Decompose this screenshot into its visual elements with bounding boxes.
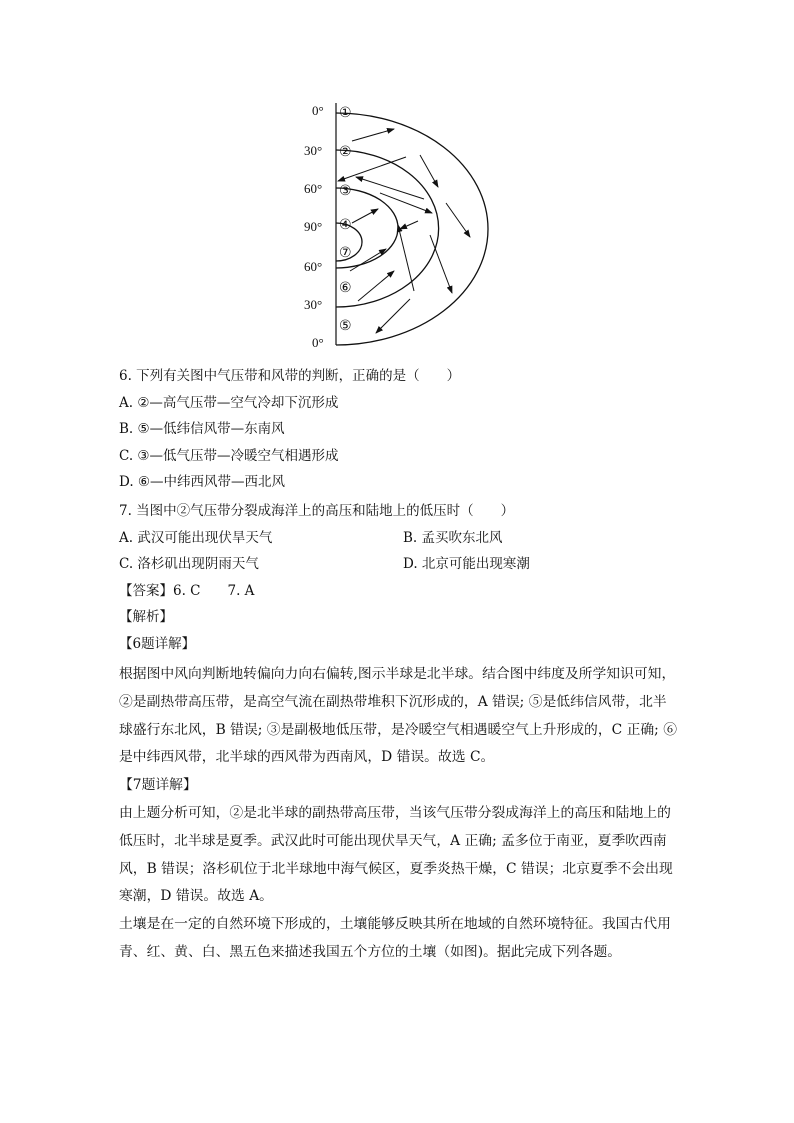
paragraph-line: 球盛行东北风，B 错误; ③是副极地低压带，是冷暖空气相遇暖空气上升形成的，C 正确; ⑥ <box>119 721 678 738</box>
lat-label: 60° <box>304 181 323 196</box>
belt-label: ① <box>339 105 352 121</box>
lat-label: 0° <box>312 335 324 350</box>
answer-option: C. 洛杉矶出现阴雨天气 <box>119 556 259 572</box>
wind-arrow <box>446 203 470 237</box>
lat-label: 90° <box>304 219 323 234</box>
question-7 <box>119 498 699 657</box>
answer-option: A. ②—高气压带—空气冷却下沉形成 <box>119 394 339 411</box>
paragraph-line: ②是副热带高压带，是高空气流在副热带堆积下沉形成的，A 错误; ⑤是低纬信风带，北半 <box>119 693 667 710</box>
lat-label: 30° <box>304 297 323 312</box>
answer-option: B. ⑤—低纬信风带—东南风 <box>119 421 285 437</box>
wind-arrow <box>420 155 438 187</box>
wind-arrow <box>352 209 378 223</box>
wind-arrow <box>356 177 424 199</box>
q6-detail-heading: 【6题详解】 <box>119 635 196 652</box>
paragraph-line: 寒潮，D 错误。故选 A。 <box>119 888 273 905</box>
paragraph-line: 是中纬西风带，北半球的西风带为西南风，D 错误。故选 C。 <box>119 749 495 766</box>
q6-detail <box>119 661 699 967</box>
belt-label: ② <box>339 144 352 160</box>
answer-option: B. 孟买吹东北风 <box>403 529 503 546</box>
option-row <box>119 525 699 552</box>
wind-arrow <box>352 129 394 141</box>
wind-arrow <box>430 235 452 293</box>
paragraph-line: 风，B 错误；洛杉矶位于北半球地中海气候区，夏季炎热干燥，C 错误；北京夏季不会出现 <box>119 860 673 877</box>
pressure-wind-belt-diagram <box>290 95 530 355</box>
paragraph-line: 低压时，北半球是夏季。武汉此时可能出现伏旱天气，A 正确; 孟多位于南亚，夏季吹西南 <box>119 832 667 849</box>
wind-arrow <box>398 225 414 291</box>
wind-arrow <box>350 249 386 271</box>
belt-label: ④ <box>339 217 352 233</box>
answer-option: C. ③—低气压带—冷暖空气相遇形成 <box>119 447 339 464</box>
answer-option: D. 北京可能出现寒潮 <box>403 556 530 572</box>
paragraph-line: 土壤是在一定的自然环境下形成的，土壤能够反映其所在地域的自然环境特征。我国古代用 <box>119 916 671 933</box>
wind-arrow <box>380 193 432 213</box>
wind-arrow <box>338 157 406 181</box>
lat-label: 0° <box>312 103 324 118</box>
question-6 <box>119 363 699 496</box>
paragraph-line: 由上题分析可知，②是北半球的副热带高压带，当该气压带分裂成海洋上的高压和陆地上的 <box>119 804 671 821</box>
answer-option: D. ⑥—中纬西风带—西北风 <box>119 474 286 490</box>
option-row <box>119 551 699 578</box>
belt-label: ⑥ <box>339 280 352 296</box>
lat-label: 30° <box>304 143 323 158</box>
question-stem: 7. 当图中②气压带分裂成海洋上的高压和陆地上的低压时（ ） <box>119 503 515 519</box>
lat-label: 60° <box>304 259 323 274</box>
paragraph-line: 根据图中风向判断地转偏向力向右偏转,图示半球是北半球。结合图中纬度及所学知识可知， <box>119 666 676 682</box>
question-stem: 6. 下列有关图中气压带和风带的判断，正确的是（ ） <box>119 368 461 384</box>
analysis-heading: 【解析】 <box>119 609 173 625</box>
paragraph-line: 青、红、黄、白、黑五色来描述我国五个方位的土壤（如图)。据此完成下列各题。 <box>119 943 622 960</box>
wind-arrow <box>400 221 418 229</box>
belt-label: ⑤ <box>339 318 352 334</box>
outer-arc <box>336 113 488 345</box>
q7-detail-heading: 【7题详解】 <box>119 777 197 794</box>
answer-key: 【答案】6. C 7. A <box>119 582 255 599</box>
answer-option: A. 武汉可能出现伏旱天气 <box>119 529 273 546</box>
belt-label: ⑦ <box>339 245 352 261</box>
wind-arrow <box>376 299 410 333</box>
belt-label: ③ <box>339 183 352 199</box>
